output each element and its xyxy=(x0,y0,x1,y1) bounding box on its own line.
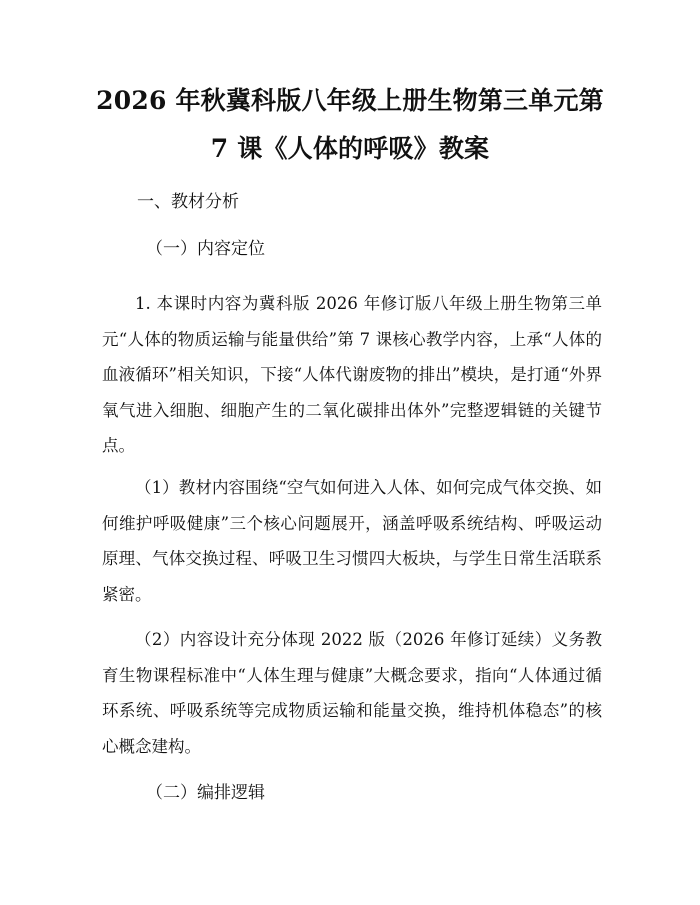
paragraph-content-positioning-1: 1. 本课时内容为冀科版 2026 年修订版八年级上册生物第三单元“人体的物质运输与能量供给”第 7 课核心教学内容，上承“人体的血液循环”相关知识，下接“人体代谢废物的排出”模块，是打通“外界氧气进入细胞、细胞产生的二氧化碳排出体外”完整逻辑链的关键节点。 xyxy=(102,294,602,455)
section-heading-teaching-material-analysis: 一、教材分析 xyxy=(137,192,239,212)
paragraph-content-positioning-2: （1）教材内容围绕“空气如何进入人体、如何完成气体交换、如何维护呼吸健康”三个核心问题展开，涵盖呼吸系统结构、呼吸运动原理、气体交换过程、呼吸卫生习惯四大板块，与学生日常生活联系紧密。 xyxy=(102,478,602,604)
subsection-heading-arrangement-logic: （二）编排逻辑 xyxy=(146,783,265,803)
paragraph-content-positioning-3: （2）内容设计充分体现 2022 版（2026 年修订延续）义务教育生物课程标准中“人体生理与健康”大概念要求，指向“人体通过循环系统、呼吸系统等完成物质运输和能量交换，维持机体稳态”的核心概念建构。 xyxy=(102,630,602,756)
document-title-line-1: 2026 年秋冀科版八年级上册生物第三单元第 xyxy=(96,86,604,115)
subsection-heading-content-positioning: （一）内容定位 xyxy=(146,239,265,259)
document-title-line-2: 7 课《人体的呼吸》教案 xyxy=(210,134,490,163)
